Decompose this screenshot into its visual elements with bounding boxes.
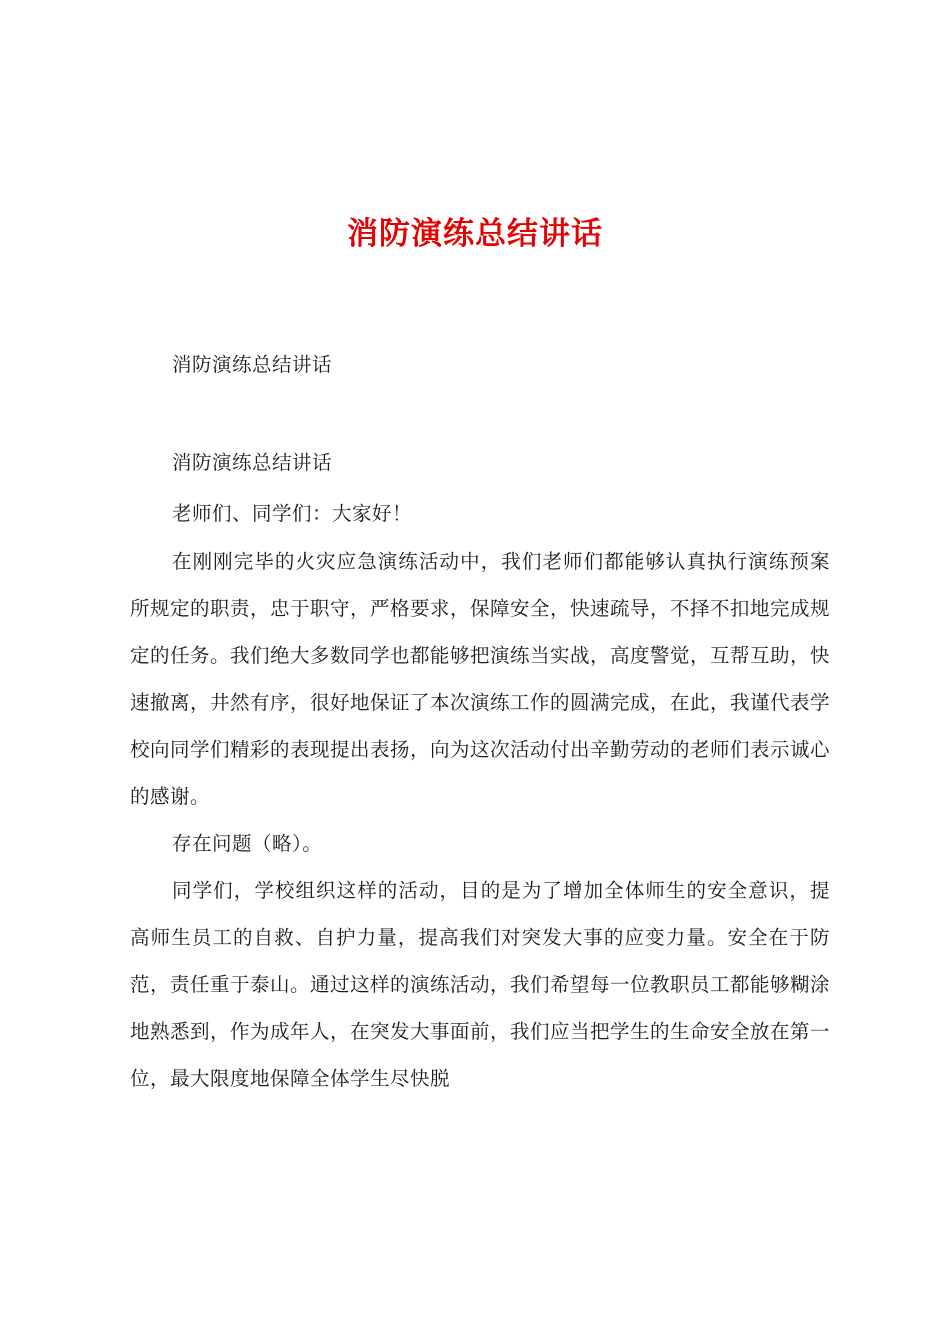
document-title: 消防演练总结讲话 xyxy=(347,216,603,252)
greeting-paragraph: 老师们、同学们：大家好！ xyxy=(172,502,413,525)
issues-paragraph: 存在问题（略）。 xyxy=(172,832,323,855)
speech-heading-paragraph: 消防演练总结讲话 xyxy=(172,451,333,474)
body-paragraph-drill-review: 在刚刚完毕的火灾应急演练活动中，我们老师们都能够认真执行演练预案所规定的职责，忠于职守，严格要求，保障安全，快速疏导，不择不扣地完成规定的任务。我们绝大多数同学也都能够把演练当实战，高度警觉，互帮互助，快速撤离，井然有序，很好地保证了本次演练工作的圆满完成，在此，我谨代表学校向同学们精彩的表现提出表扬，向为这次活动付出辛勤劳动的老师们表示诚心的感谢。 xyxy=(130,550,831,808)
subtitle-paragraph: 消防演练总结讲话 xyxy=(172,353,333,376)
body-paragraph-purpose: 同学们，学校组织这样的活动，目的是为了增加全体师生的安全意识，提高师生员工的自救、自护力量，提高我们对突发大事的应变力量。安全在于防范，责任重于泰山。通过这样的演练活动，我们希望每一位教职员工都能够糊涂地熟悉到，作为成年人，在突发大事面前，我们应当把学生的生命安全放在第一位，最大限度地保障全体学生尽快脱 xyxy=(130,879,831,1090)
